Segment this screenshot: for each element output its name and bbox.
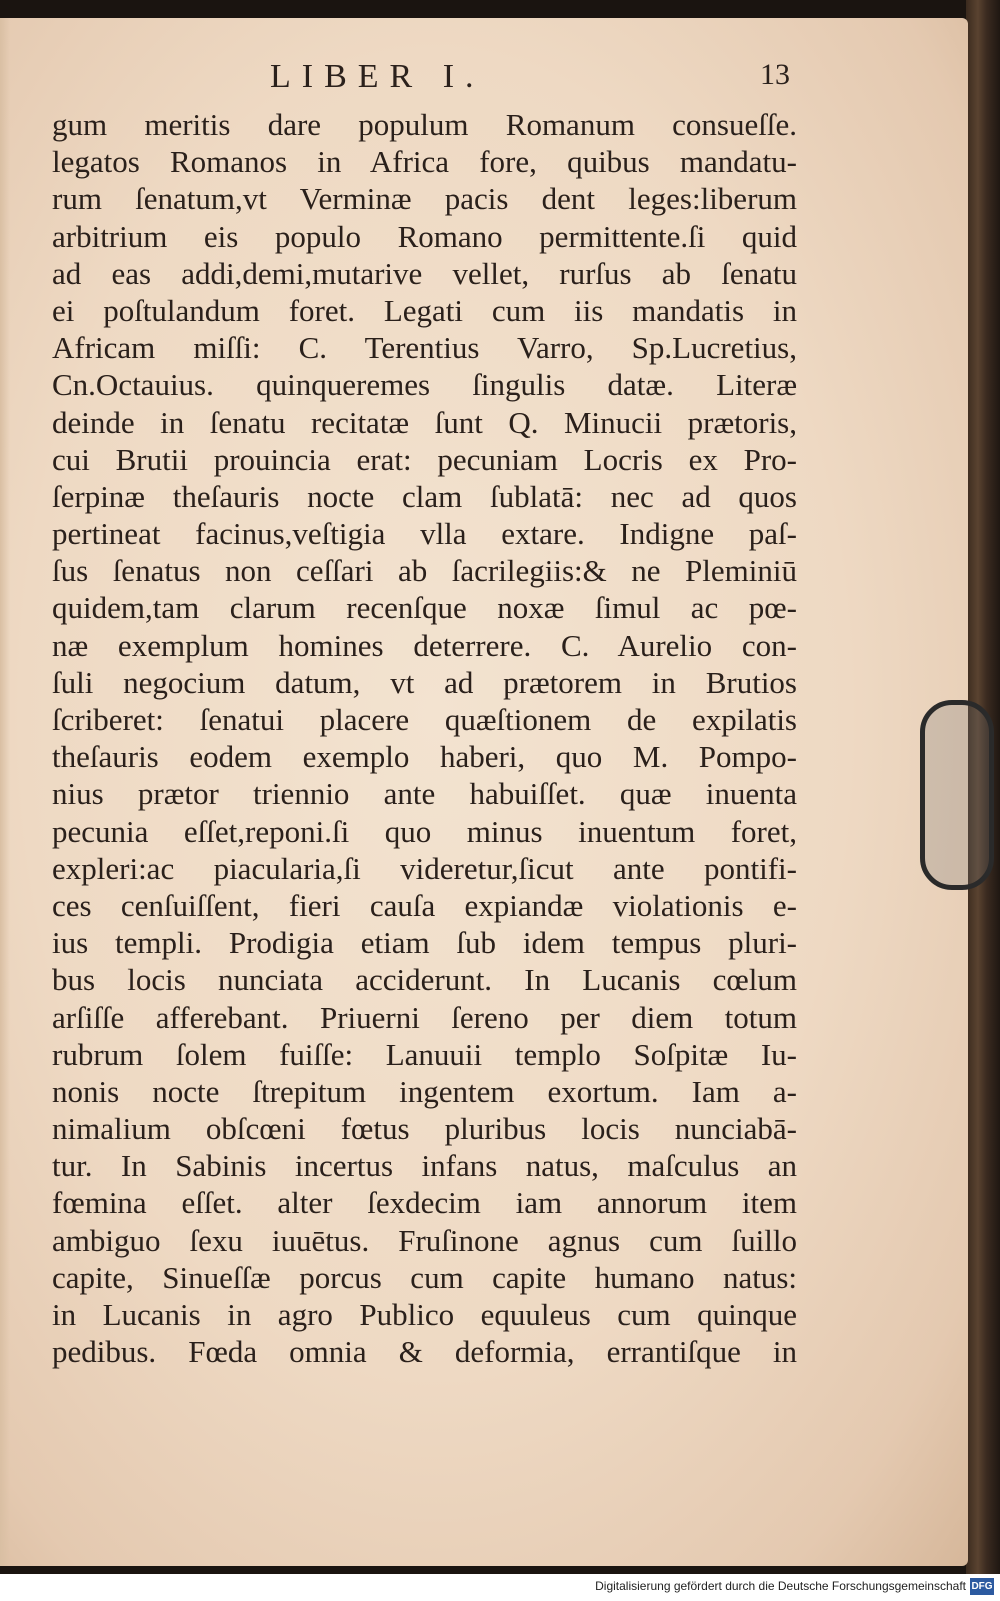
text-line: tur. In Sabinis incertus infans natus, maſculus an [52,1148,797,1184]
digitization-footer [0,1574,1000,1601]
text-line: Cn.Octauius. quinqueremes ſingulis datæ. Literæ [52,367,797,403]
text-line: theſauris eodem exemplo haberi, quo M. Pompo- [52,739,797,775]
text-line: nius prætor triennio ante habuiſſet. quæ inuenta [52,776,797,812]
text-line: ambiguo ſexu iuuētus. Fruſinone agnus cum ſuillo [52,1222,797,1258]
text-line: arſiſſe afferebant. Priuerni ſereno per diem totum [52,999,797,1035]
funding-credit: Digitalisierung gefördert durch die Deutsche Forschungsgemeinschaft [595,1579,966,1593]
text-line: nimalium obſcœni fœtus pluribus locis nunciabā- [52,1111,797,1147]
text-line: legatos Romanos in Africa fore, quibus mandatu- [52,144,797,180]
text-line: ſus ſenatus non ceſſari ab ſacrilegiis:& ne Pleminiū [52,553,797,589]
text-line: ſerpinæ theſauris nocte clam ſublatā: nec ad quos [52,478,797,514]
text-line: fœmina eſſet. alter ſexdecim iam annorum item [52,1185,797,1221]
book-clasp [920,700,994,890]
running-head-title: LIBER I. [270,58,485,95]
text-line: næ exemplum homines deterrere. C. Aurelio con- [52,627,797,663]
page-number: 13 [760,58,790,91]
text-line: Africam miſſi: C. Terentius Varro, Sp.Lucretius, [52,330,797,366]
text-line: pedibus. Fœda omnia & deformia, errantiſque in [52,1334,797,1370]
text-line: nonis nocte ſtrepitum ingentem exortum. Iam a- [52,1073,797,1109]
page-edge [0,18,10,1566]
text-line: ius templi. Prodigia etiam ſub idem tempus pluri- [52,925,797,961]
body-text [52,106,797,1370]
text-line: quidem,tam clarum recenſque noxæ ſimul ac pœ- [52,590,797,626]
text-line: expleri:ac piacularia,ſi videretur,ſicut ante pontifi- [52,850,797,886]
text-line: ſuli negocium datum, vt ad prætorem in Brutios [52,664,797,700]
text-line: bus locis nunciata acciderunt. In Lucanis cœlum [52,962,797,998]
text-line: ei poſtulandum foret. Legati cum iis mandatis in [52,292,797,328]
text-line: ces cenſuiſſent, fieri cauſa expiandæ violationis e- [52,887,797,923]
text-line: pecunia eſſet,reponi.ſi quo minus inuentum foret, [52,813,797,849]
text-line: rum ſenatum,vt Verminæ pacis dent leges:liberum [52,181,797,217]
text-line: cui Brutii prouincia erat: pecuniam Locris ex Pro- [52,441,797,477]
text-line: gum meritis dare populum Romanum consueſſe. [52,107,797,142]
text-line: in Lucanis in agro Publico equuleus cum quinque [52,1297,797,1332]
text-line: pertineat facinus,veſtigia vlla extare. Indigne paſ- [52,516,797,552]
text-line: arbitrium eis populo Romano permittente.ſi quid [52,218,797,254]
text-line: deinde in ſenatu recitatæ ſunt Q. Minucii prætoris, [52,404,797,440]
text-line: ſcriberet: ſenatui placere quæſtionem de expilatis [52,702,797,737]
text-line: rubrum ſolem fuiſſe: Lanuuii templo Soſpitæ Iu- [52,1036,797,1072]
dfg-logo: DFG [970,1578,994,1595]
running-head [230,58,790,108]
text-line: capite, Sinueſſæ porcus cum capite humano natus: [52,1259,797,1295]
text-line: ad eas addi,demi,mutarive vellet, rurſus ab ſenatu [52,255,797,291]
